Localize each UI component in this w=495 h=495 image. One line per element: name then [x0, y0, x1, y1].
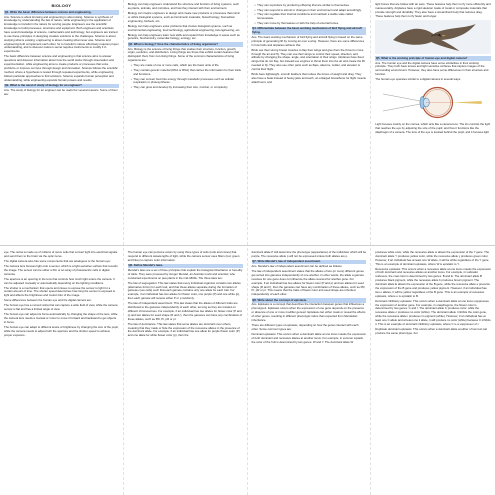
epistasis-paragraph-1: produces white color, while the recessive allele w allows the expression of the Y gene. The dominant allele Y produces yellow color, while the recessive allele y produces green color. However, if an individual has at least one W allele, it will be white regardless of the Y gene. This is an example of dominant epistasis, where W is epistatic to Y. [375, 250, 490, 266]
characteristics-list [128, 64, 243, 90]
eye-camera-paragraph-5: The shutter is a mechanism that opens and closes to expose the sensor to light for a certain amount of time. The shutter speed determines how long the sensor is exposed to light and affects the brightness and motion blur of the image. [4, 285, 116, 298]
bird-flight-image [375, 20, 491, 54]
page-column-7 [248, 248, 372, 495]
answer-6-paragraph-3: The law of independent assortment: This law states that the alleles of different traits are distributed to the gametes independently of each other, as long as they are located on different chromosomes. For example, if an individual has two alleles for flower color (P and p) and two alleles for seed shape (R and r), then the gametes can have any combination of these alleles, such as PR, Pr, pR or pr. [127, 301, 243, 321]
document-title: BIOLOGY [51, 3, 72, 8]
page-column-2 [124, 0, 248, 245]
eye-camera-paragraph-10: The human eye can perceive colors by using three types of cells (rods and cones) that respond to different wavelengths of light, while the camera sensor uses filters (red, green and blue) to capture color information. [127, 250, 240, 262]
biology-point-2: Biology can inspire engineers to design and create new products or processes that mimic or utilize biological systems, such as biomimetic materials, biotechnology, biomedical engineering, biofuels, etc. [127, 10, 240, 23]
epistasis-paragraph-3: Dominant inhibitory epistasis: This occurs when a dominant allele at one locus suppresses the expression of another gene. For example, in snapdragons, the flower color is determined by two genes: C and I. The dominant allele C produces color, while the recessive allele c produces no color (white). The dominant allele I inhibits the color gene, while the recessive allele i produces no pigment (white). However, if an individual has at least one C allele and at least one ii allele, it will produce no color (white) because C inhibits ii. This is an example of dominant inhibitory epistasis, where C is a suppressor of I. [375, 298, 491, 326]
eye-camera-paragraph-8: The human eye can adjust its focus automatically by changing the shape of the lens, while the camera lens needs a manual or motor to move it forward and backward to get objects in focus. [4, 312, 118, 325]
list-item: • They can grow and develop by increasing their size, number, or complexity. [131, 86, 243, 90]
answer-6-paragraph-4: The law of dominance: This law states that some alleles are dominant over others, meaning that they mask or hide the expression of the recessive alleles in the presence of the dominant allele. For example, if an individual has one allele for purple flower color (P) and one allele for white flower color (p), then the [127, 321, 240, 338]
page-column-6 [124, 248, 248, 495]
answer-7-paragraph-1: Ans. Mendel's law of independent assortment can be defined as follows: [251, 264, 343, 269]
answer-6-paragraph-2: The law of segregation: This law states that every individual organism contains two alleles (alternative forms) for each trait, and that these alleles separate during the formation of gametes (sex cells) such that each gamete contains only one allele for each trait. For example, if an individual has two alleles for flower color, one purple (P) and one white (p), then each gamete will receive either P or p randomly. [127, 280, 241, 301]
eye-diagram [375, 84, 491, 121]
eye-camera-paragraph-3: The camera lens focuses light onto a sensor, which is a light-sensitive surface that records the image. The sensor can be either a film or an array of photoelectric cells in digital cameras. [4, 263, 118, 276]
answer-8-paragraph-2: There are different types of epistasis, depending on how the genes interact with each other. Some common types are: [251, 322, 359, 331]
answer-1-paragraph-1: Ans. Science is about knowing and engineering is about doing. Science is synthesis of knowledge by understanding the law of nature, while engineering is the application of knowledge to transform the nature for serving people. Engineers use the scientific knowledge to build processes, structures and equipment. Both engineers and scientists have sound knowledge of science, mathematics and technology, but engineers are trained to use these principles in designing creative solutions to the challenges. Science is about studying what is existing; engineering is about creating what never was. Science and engineering both complement each other, for to transform nature effectively requires proper understanding, and to discover nature's secret requires instruments to modify it in experiments. [4, 14, 119, 54]
page-column-1 [0, 0, 124, 245]
biology-point-1: Biology can help engineers understand the structure and function of living systems, such as plants, animals, and microbes, and how they interact with their environment. [127, 2, 240, 10]
list-item: • They can reproduce by producing offspring that are similar to themselves. [255, 4, 367, 8]
epistasis-paragraph-4: Duplicate dominant epistasis: This occurs when a dominant allele at either of two loci can produce the same phenotype. For [375, 326, 488, 335]
question-4-heading: Q4. Differentiate between the basic working mechanism of bird flying and aircraft flying. [252, 27, 367, 35]
page-row-bottom [0, 248, 495, 495]
page-column-3 [248, 0, 372, 245]
biology-point-4: Biology can help engineers learn new skills and expand their knowledge in areas such as genetics, biochemistry, molecular biology, ecology, etc. [127, 32, 240, 41]
question-7-heading: Q7. Write Mendel's law of independent assortment. [252, 260, 367, 264]
question-5-heading: Q5. What is the working principle of human eye and digital camera? [375, 56, 491, 60]
eye-camera-paragraph-7: The human eye has a curved retina that can capture a wide field of view, while the camera sensor is flat and has a limited angle of view. [4, 303, 118, 312]
list-item: • They can respond to stimuli or changes in their environment and adapt accordingly. [255, 9, 367, 13]
list-item: • They are made of one or more cells, which are the basic units of life. [131, 64, 243, 68]
answer-5-paragraph-2: The human eye operates similar to a digital camera in several ways: [375, 77, 461, 82]
answer-6-paragraph-1: Mendel's laws are a set of three principles that explain the biological inheritance or heredity of traits. They were proposed by Gregor Mendel, an Austrian monk and scientist, who conducted experiments on pea plants in the mid-1800s. The three laws are: [127, 267, 243, 280]
biology-point-3: Biology can help engineers solve problems that involve biological systems, such as environmental engineering, food technology, agricultural engineering, bioengineering, etc. [127, 23, 241, 32]
answer-8-paragraph-3: Dominant epistasis: This occurs when a dominant allele at one locus masks the expression of both dominant and recessive alleles at another locus. For example, in summer squash, the color of the fruit is determined by two genes: W and Y. The dominant allele W [251, 331, 366, 344]
answer-1-paragraph-2: The basic difference between science and engineering is that science aims to answer questions and discover information about how the world works through observation and experimentation, while engineering aims to create products or processes that solve problems or improve our lives through design and innovation. Science follows the scientific method, where a hypothesis is tested through repeated experiments, while engineering follows particular approaches to find solutions. Science expands human perception and understanding, while engineering expands human powers and results. [4, 54, 118, 82]
answer-8-paragraph-1: Ans. Epistasis is a concept that describes the interaction between genes that influences a phenotype1. Epistasis occurs when the expression of one gene depends on the presence or absence of one or more modifier genes2. Epistasis can either mask or reveal the effects of other genes, resulting in different phenotypic ratios than expected from Mendelian inheritance. [251, 302, 366, 322]
answer-2-paragraph: Ans. The study of biology for an engineer can be useful for several reasons. Some of them are: [4, 87, 118, 96]
eye-camera-paragraph-9: The human eye can adapt to different levels of brightness by changing the size of the pupil, while the camera needs to adjust both the aperture and the shutter speed to achieve proper exposure. [4, 325, 119, 337]
eye-camera-paragraph-6: Some differences between the human eye and the digital camera are: [4, 298, 92, 303]
characteristics-list-continued [252, 4, 367, 26]
page-row-top [0, 0, 495, 246]
page-column-8 [371, 248, 495, 495]
bird-flight-paragraph: light bones that are hollow with air sacs. These features help them to fly more efficiently and maneuverably. Airplanes have a rigid skeleton made of metal or composite materials that provide strength and durability. They also have a streamlined body that reduces drag. These features help them to fly faster and longer. [375, 2, 491, 18]
list-item: • They contain genetic material (DNA or RNA) that carries the information for their traits and functions. [131, 69, 243, 77]
list-item: • They can convert food into energy through metabolic processes such as cellular respiration or photosynthesis. [131, 78, 243, 86]
question-2-heading: Q2. What is the need of study of biology for an engineer? [4, 84, 119, 88]
answer-4-paragraph-1: Ans. The basic working mechanism of bird flying and aircraft flying is based on the same principle of generating lift by moving air over a wing. However, there are some differences in how birds and airplanes achieve this. [251, 34, 365, 47]
question-1-heading: Q1. Write the basic difference between science and engineering. [4, 10, 119, 14]
answer-5-paragraph-1: Ans. The human eye and the digital camera have some similarities in their working principle. They both have lenses and light sensitive surfaces that capture images of the surrounding environment. However, they also have some differences in their structure and function. [375, 60, 489, 77]
answer-5-paragraph-3: Light focuses mainly on the cornea, which acts like a camera lens. The iris controls the light that reaches the eye by adjusting the size of the pupil; and thus it functions like the diaphragm of a camera. The lens of the eye is located behind the pupil, and it focuses light [375, 122, 491, 134]
page-column-5 [0, 248, 124, 495]
list-item: • They can move by themselves or with the help of external forces. [255, 22, 367, 26]
question-6-heading: Q6. Define Mendel's laws. [128, 264, 243, 268]
eye-camera-paragraph-2: The digital camera also has some components that are analogous to the human eye: [4, 258, 111, 263]
answer-4-paragraph-3: Birds have lightweight, smooth feathers that reduce the forces of weight and drag. They also have a beak instead of heavy jaws and teeth, an enlarged breastbone for flight muscle attachment, and [251, 72, 366, 84]
page-column-4 [371, 0, 495, 245]
epistasis-paragraph-2: Recessive epistasis: This occurs when a recessive allele at one locus masks the expression of both dominant and recessive alleles at another locus. For example, in Labrador retrievers, the coat color is determined by two genes: B and E. The dominant allele B produces black pigment, while the recessive allele b produces brown pigment. The dominant allele E allows the expression of the B gene, while the recessive allele e prevents the expression of the B gene and produces yellow pigment. However, if an individual has two e alleles, it will be yellow regardless of the B gene. This is an example of recessive epistasis, where e is epistatic to B. [375, 266, 491, 298]
answer-7-paragraph-2: The law of independent assortment states that the alleles of two (or more) different genes get sorted into gametes independently of one another. In other words, the allele a gamete receives for one gene does not influence the allele received for another gene. For example, if an individual has two alleles for flower color (P and p) and two alleles for seed shape (R and r), then the gametes can have any combination of these alleles, such as PR, Pr, pR or pr. This means that the traits of flower color and seed shape are inherited independently of each other. [251, 269, 366, 297]
list-item: • They can regulate their internal conditions and maintain a stable state called homeostasis. [255, 13, 367, 21]
answer-6-paragraph-5: dominant allele P will determine the phenotype (appearance) of the individual, which will be purple. The recessive allele p will not be expressed unless both alleles are p. [251, 250, 367, 258]
eye-camera-paragraph-4: The aperture is an opening in the lens that controls how much light enters the camera. It can be adjusted manually or automatically depending on the lighting conditions. [4, 276, 115, 285]
question-8-heading: Q8. Write about the concept of epistasis. [252, 298, 367, 302]
question-3-heading: Q3. What is biology? Give the characteristics of living organisms? [128, 42, 243, 46]
answer-3-paragraph: Ans. Biology is the science of living things that studies their structure, function, growth, origin, evolution, and distribution. Living things are those that exhibit certain features that distinguish them from non-living things. Some of the common characteristics of living organisms are: [127, 46, 240, 63]
answer-4-paragraph-2: Birds use their strong breast muscles to flap their wings and give them the thrust to move through the air and fly. They can use their wings to control their speed, direction, and altitude by changing the shape, angle, and orientation of their wings. Airplanes have fixed wings that do not flap, but instead use engines to thrust them into the air and create the lift needed to fly. They also use other parts such as flaps, ailerons, rudder, and elevator to control their flight. [251, 47, 365, 72]
eye-camera-paragraph-1: eye. The retina is made up of millions of nerve cells that convert light into electrical signals and send them to the brain via the optic nerve. [4, 250, 118, 258]
